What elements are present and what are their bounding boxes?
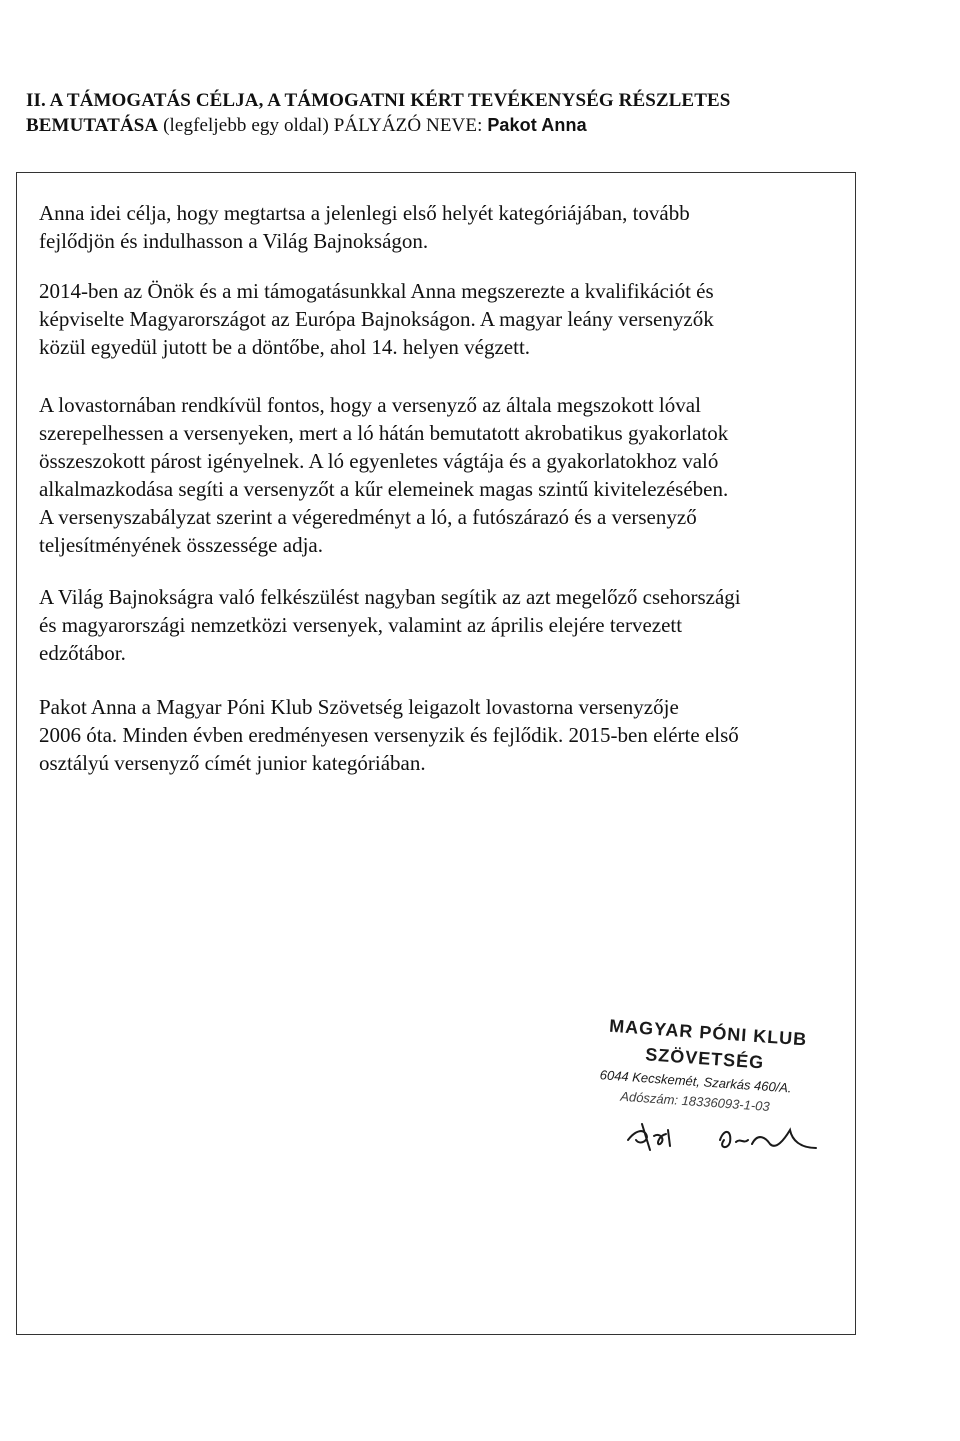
stamp-line-4: Adószám: 18336093-1-03: [619, 1088, 771, 1115]
text-line: szerepelhessen a versenyeken, mert a ló hátán bemutatott akrobatikus gyakorlatok: [39, 421, 729, 445]
text-line: és magyarországi nemzetközi versenyek, valamint az április elejére tervezett: [39, 613, 683, 637]
text-line: képviselte Magyarországot az Európa Bajnokságon. A magyar leány versenyzők: [39, 307, 714, 331]
stamp-line-1: MAGYAR PÓNI KLUB: [608, 1015, 808, 1050]
text-line: teljesítményének összessége adja.: [39, 533, 323, 557]
paragraph-preparation: [39, 583, 839, 667]
heading-instruction: (legfeljebb egy oldal) PÁLYÁZÓ NEVE:: [163, 115, 483, 136]
text-line: osztályú versenyző címét junior kategóriában.: [39, 751, 426, 775]
text-line: összeszokott párost igényelnek. A ló egyenletes vágtája és a gyakorlatokhoz való: [39, 449, 719, 473]
text-line: alkalmazkodása segíti a versenyzőt a kűr elemeinek magas szintű kivitelezésében.: [39, 477, 729, 501]
text-line: A versenyszabályzat szerint a végeredményt a ló, a futószárazó és a versenyző: [39, 505, 697, 529]
organization-stamp: [589, 1015, 830, 1191]
text-line: Pakot Anna a Magyar Póni Klub Szövetség leigazolt lovastorna versenyzője: [39, 695, 679, 719]
text-line: fejlődjön és indulhasson a Világ Bajnokságon.: [39, 229, 429, 253]
heading-line-2: [26, 113, 906, 138]
heading-title-part2: BEMUTATÁSA: [26, 115, 159, 136]
paragraph-history: [39, 277, 839, 361]
text-line: A Világ Bajnokságra való felkészülést nagyban segítik az azt megelőző csehországi: [39, 585, 741, 609]
paragraph-vaulting: [39, 391, 839, 559]
paragraph-goal: [39, 199, 839, 255]
stamp-line-2: SZÖVETSÉG: [644, 1044, 765, 1073]
handwritten-signature: [620, 1110, 820, 1160]
applicant-name: Pakot Anna: [487, 115, 587, 135]
text-line: Anna idei célja, hogy megtartsa a jelenlegi első helyét kategóriájában, tovább: [39, 201, 690, 225]
text-line: edzőtábor.: [39, 641, 126, 665]
paragraph-career: [39, 693, 839, 777]
heading-title-part1: II. A TÁMOGATÁS CÉLJA, A TÁMOGATNI KÉRT TEVÉKENYSÉG RÉSZLETES: [26, 90, 731, 111]
section-heading: [26, 88, 906, 138]
text-line: 2006 óta. Minden évben eredményesen versenyzik és fejlődik. 2015-ben elérte első: [39, 723, 739, 747]
text-line: 2014-ben az Önök és a mi támogatásunkkal Anna megszerezte a kvalifikációt és: [39, 279, 714, 303]
stamp-line-3: 6044 Kecskemét, Szarkás 460/A.: [599, 1067, 793, 1096]
text-line: A lovastornában rendkívül fontos, hogy a versenyző az általa megszokott lóval: [39, 393, 701, 417]
heading-line-1: [26, 88, 906, 113]
text-line: közül egyedül jutott be a döntőbe, ahol 14. helyen végzett.: [39, 335, 531, 359]
